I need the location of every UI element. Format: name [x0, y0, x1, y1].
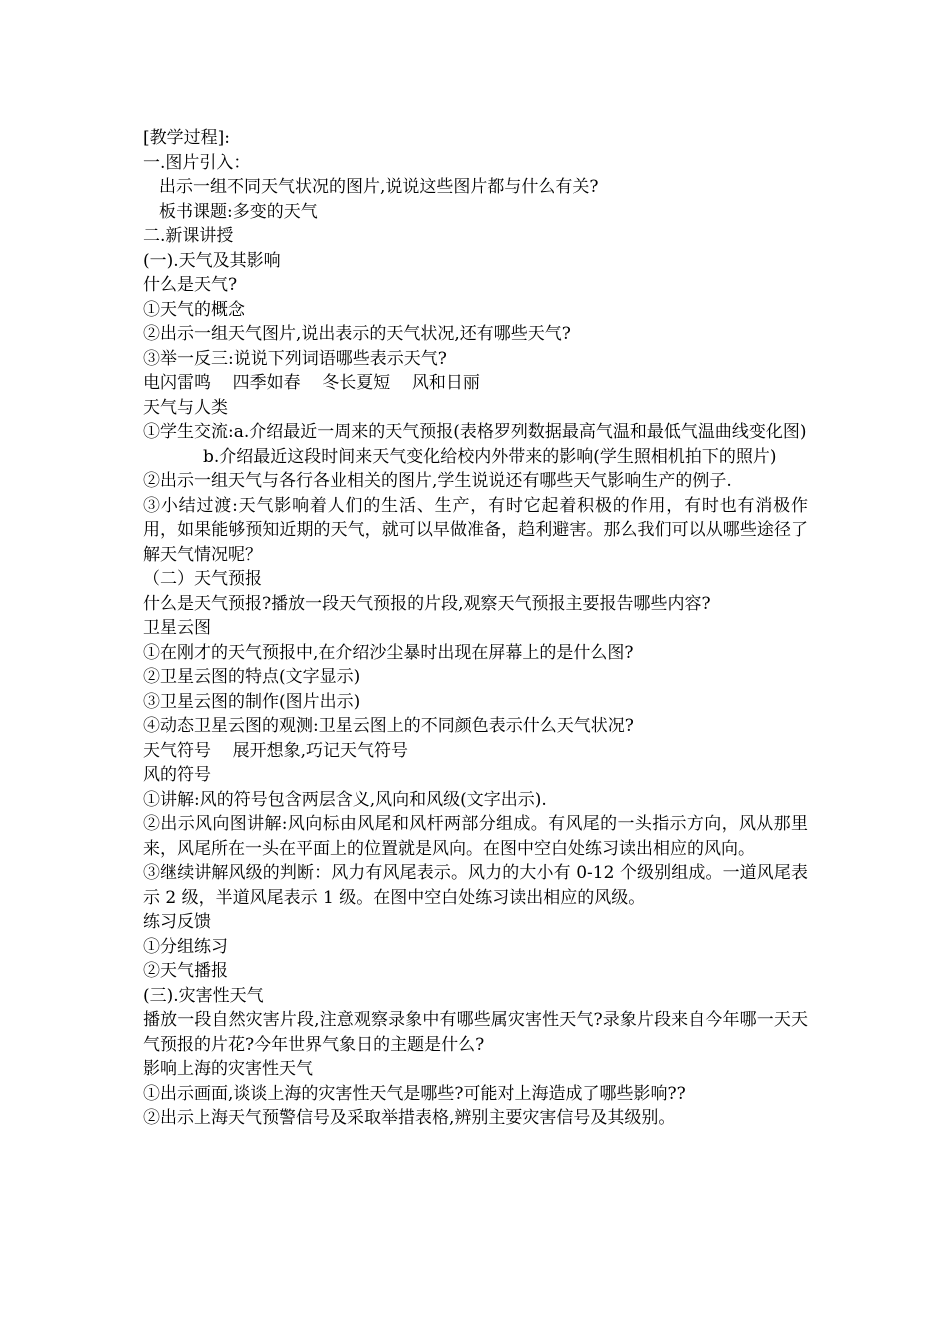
list-item: ①天气的概念: [143, 299, 245, 320]
list-item: ①分组练习: [143, 936, 228, 957]
text-line: 天气与人类: [143, 397, 228, 418]
section-heading: 二.新课讲授: [143, 226, 234, 246]
text-line: 电闪雷鸣 四季如春 冬长夏短 风和日丽: [143, 373, 480, 393]
list-item: ③举一反三:说说下列词语哪些表示天气?: [143, 348, 447, 369]
subsection-heading: (一).天气及其影响: [143, 250, 281, 271]
list-item: ②出示风向图讲解:风向标由风尾和风杆两部分组成。有风尾的一头指示方向，风从那里来，风尾所在一头在平面上的位置就是风向。在图中空白处练习读出相应的风向。: [143, 814, 808, 859]
document-body: [143, 126, 808, 1131]
text-line: 出示一组不同天气状况的图片,说说这些图片都与什么有关?: [159, 177, 599, 197]
list-item: ②出示一组天气与各行各业相关的图片,学生说说还有哪些天气影响生产的例子.: [143, 471, 732, 491]
list-item: ②出示上海天气预警信号及采取举措表格,辨别主要灾害信号及其级别。: [143, 1108, 676, 1128]
list-item: ①讲解:风的符号包含两层含义,风向和风级(文字出示).: [143, 789, 547, 810]
list-item: b.介绍最近这段时间来天气变化给校内外带来的影响(学生照相机拍下的照片): [203, 446, 777, 467]
list-item: ①在刚才的天气预报中,在介绍沙尘暴时出现在屏幕上的是什么图?: [143, 642, 634, 663]
subsection-heading: (三).灾害性天气: [143, 985, 264, 1006]
text-line: 播放一段自然灾害片段,注意观察录象中有哪些属灾害性天气?录象片段来自今年哪一天天气预报的片花?今年世界气象日的主题是什么?: [143, 1010, 808, 1055]
subsection-heading: （二）天气预报: [143, 569, 262, 589]
section-heading: 一.图片引入：: [143, 152, 251, 173]
list-item: ①出示画面,谈谈上海的灾害性天气是哪些?可能对上海造成了哪些影响??: [143, 1083, 686, 1104]
text-line: 风的符号: [143, 765, 211, 785]
list-item: ②出示一组天气图片,说出表示的天气状况,还有哪些天气?: [143, 324, 571, 344]
text-line: 影响上海的灾害性天气: [143, 1059, 313, 1079]
list-item: ②卫星云图的特点(文字显示): [143, 667, 361, 687]
text-line: 天气符号 展开想象,巧记天气符号: [143, 740, 409, 761]
list-item: ①学生交流:a.介绍最近一周来的天气预报(表格罗列数据最高气温和最低气温曲线变化图): [143, 422, 807, 442]
text-line: 什么是天气?: [143, 275, 238, 295]
text-line: [教学过程]:: [143, 128, 230, 148]
list-item: ③小结过渡:天气影响着人们的生活、生产，有时它起着积极的作用，有时也有消极作用，如果能够预知近期的天气，就可以早做准备，趋利避害。那么我们可以从哪些途径了解天气情况呢？: [143, 495, 808, 565]
list-item: ②天气播报: [143, 961, 228, 981]
list-item: ③继续讲解风级的判断：风力有风尾表示。风力的大小有 0-12 个级别组成。一道风尾表示 2 级，半道风尾表示 1 级。在图中空白处练习读出相应的风级。: [143, 863, 808, 908]
list-item: ④动态卫星云图的观测:卫星云图上的不同颜色表示什么天气状况?: [143, 716, 634, 736]
text-line: 练习反馈: [143, 912, 211, 932]
list-item: ③卫星云图的制作(图片出示): [143, 691, 361, 712]
text-line: 什么是天气预报?播放一段天气预报的片段,观察天气预报主要报告哪些内容?: [143, 593, 711, 614]
text-line: 板书课题:多变的天气: [159, 201, 318, 222]
text-line: 卫星云图: [143, 618, 211, 638]
